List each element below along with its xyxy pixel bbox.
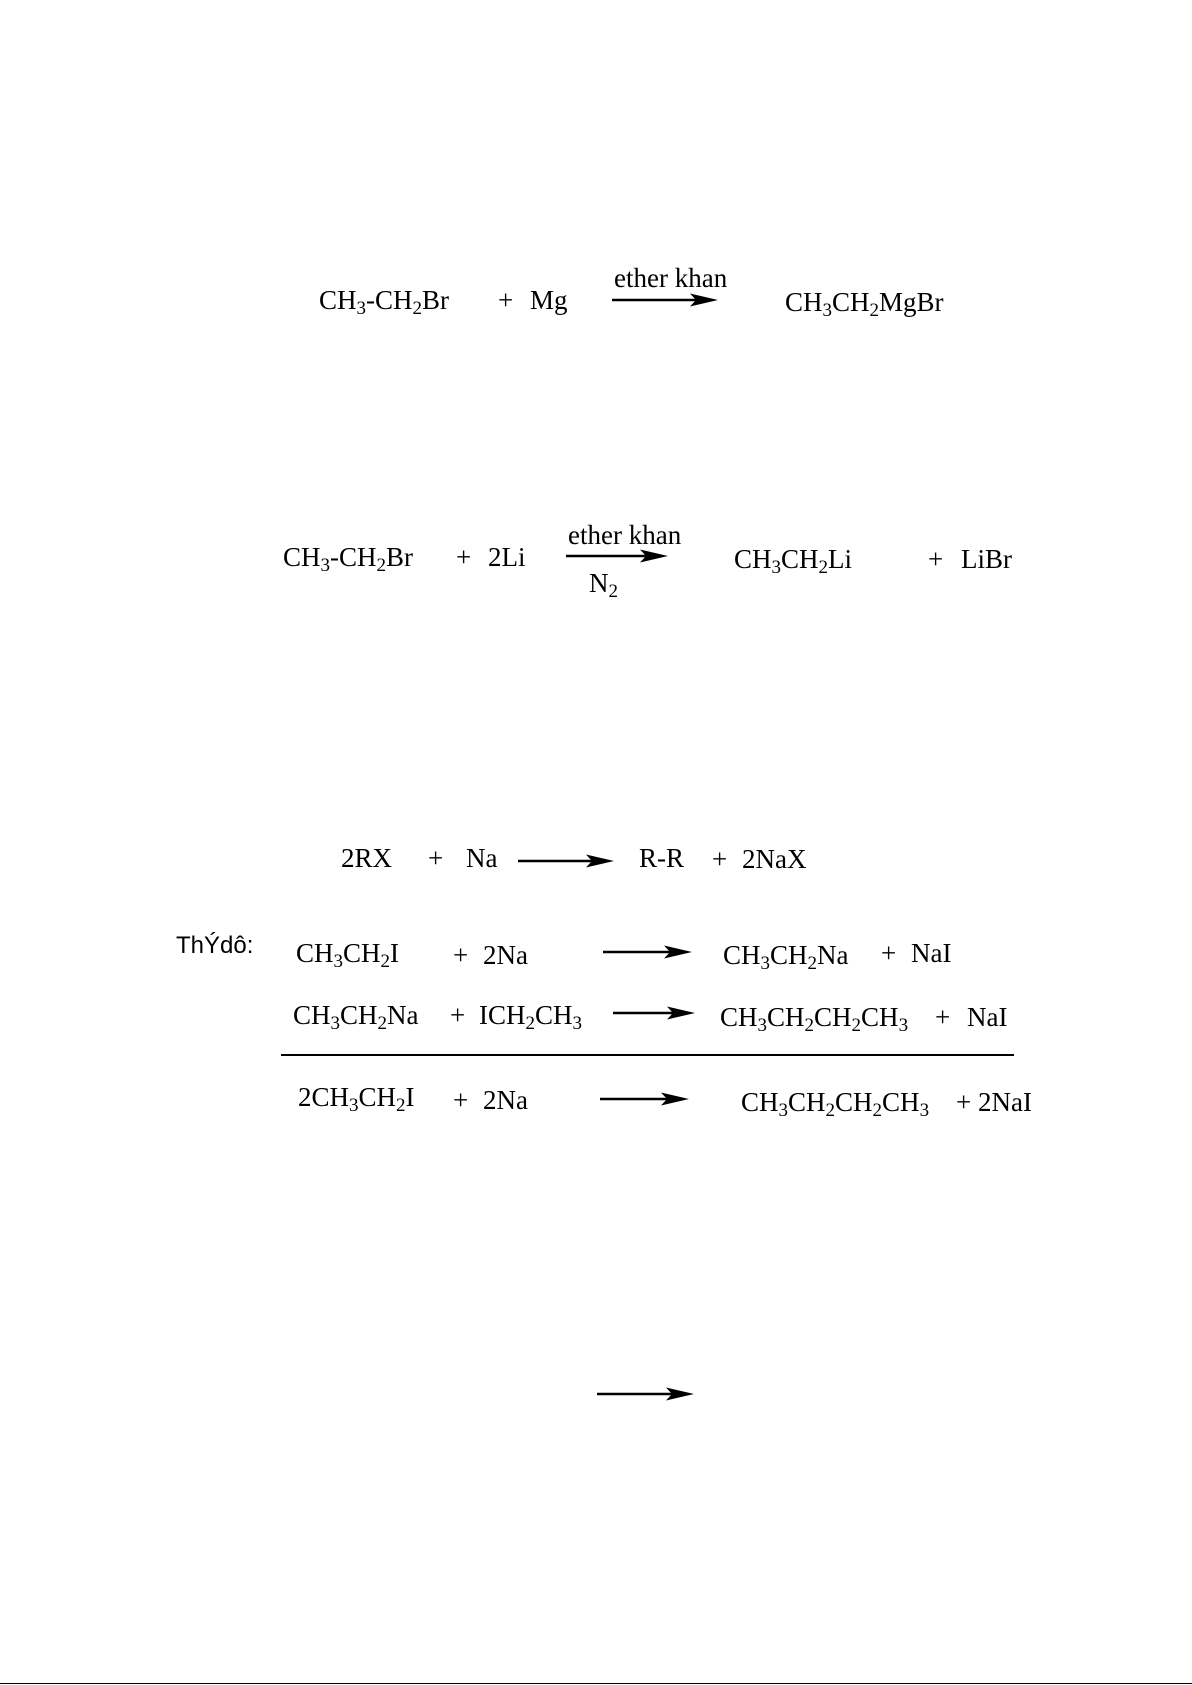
subscript: 3 (757, 1015, 768, 1036)
plus-sign: + (935, 1002, 951, 1032)
subscript: 3 (333, 951, 344, 972)
example-overall-reactant-sodium: 2Na (483, 1085, 528, 1115)
reaction-arrow (600, 1091, 689, 1107)
example-step2-reactant-ethyl-iodide (479, 1000, 583, 1034)
plus-sign: + (428, 843, 444, 873)
formula-part: CH (358, 1082, 397, 1112)
reaction-arrow (603, 944, 692, 960)
example-overall-product-butane (741, 1087, 930, 1121)
subscript: 2 (376, 555, 387, 576)
summation-divider (281, 1054, 1014, 1056)
formula-part: CH (340, 1000, 378, 1030)
subscript: 2 (869, 300, 880, 321)
subscript: 2 (851, 1015, 862, 1036)
formula-part: CH (293, 1000, 331, 1030)
subscript: 3 (760, 953, 771, 974)
formula-part: CH (788, 1087, 826, 1117)
arrow-icon (612, 292, 718, 308)
plus-sign: + (498, 285, 514, 315)
subscript: 3 (356, 298, 367, 319)
formula-part: CH (734, 544, 772, 574)
wurtz-product-sodium-halide: 2NaX (742, 844, 807, 874)
subscript: 3 (349, 1095, 359, 1116)
formula-part: I (390, 938, 400, 968)
formula-part: CH (741, 1087, 779, 1117)
organolithium-product-ethyllithium (734, 544, 853, 578)
reaction-arrow (518, 853, 614, 869)
plus-sign: + (453, 1085, 469, 1115)
example-step1-product-ethylsodium (723, 940, 849, 974)
plus-sign: + (453, 940, 469, 970)
subscript: 3 (822, 300, 833, 321)
subscript: 3 (572, 1013, 583, 1034)
formula-part: Li (828, 544, 853, 574)
formula-part: Br (422, 285, 450, 315)
organolithium-reactant-ethyl-bromide (283, 542, 414, 576)
formula-part: I (405, 1082, 415, 1112)
subscript: 2 (872, 1100, 883, 1121)
plus-sign: + (881, 938, 897, 968)
reaction-condition-below (589, 568, 618, 602)
arrow-icon (603, 944, 692, 960)
example-overall-product-sodium-iodide: + 2NaI (956, 1087, 1032, 1117)
plus-sign: + (450, 1000, 466, 1030)
example-label: ThÝdô: (176, 932, 254, 959)
subscript: 3 (778, 1100, 789, 1121)
wurtz-reactant-sodium: Na (466, 843, 498, 873)
page-bottom-border (0, 1683, 1192, 1684)
subscript: 2 (412, 298, 423, 319)
arrow-icon (613, 1005, 695, 1021)
formula-part: CH (723, 940, 761, 970)
grignard-reactant-ethyl-bromide (319, 285, 450, 319)
example-step1-product-sodium-iodide: NaI (911, 938, 952, 968)
example-step1-reactant-ethyl-iodide (296, 938, 400, 972)
subscript: 2 (804, 1015, 815, 1036)
subscript: 2 (608, 581, 618, 602)
formula-part: CH (319, 285, 357, 315)
formula-part: CH (835, 1087, 873, 1117)
arrow-icon (600, 1091, 689, 1107)
example-step2-product-sodium-iodide: NaI (967, 1002, 1008, 1032)
formula-part: Na (817, 940, 849, 970)
wurtz-product-alkane: R-R (639, 843, 685, 873)
organolithium-reactant-lithium: 2Li (488, 542, 526, 572)
reaction-condition-above: ether khan (568, 520, 682, 550)
reaction-condition-above: ether khan (614, 263, 728, 293)
example-step1-reactant-sodium: 2Na (483, 940, 528, 970)
formula-part: CH (535, 1000, 573, 1030)
reaction-arrow (566, 548, 668, 564)
example-step2-product-butane (720, 1002, 909, 1036)
grignard-product (785, 287, 944, 321)
formula-part: N (589, 568, 609, 598)
formula-part: -CH (330, 542, 377, 572)
subscript: 2 (525, 1013, 535, 1034)
formula-part: MgBr (879, 287, 944, 317)
subscript: 3 (771, 557, 782, 578)
formula-part: CH (770, 940, 808, 970)
arrow-icon (566, 548, 668, 564)
subscript: 3 (330, 1013, 341, 1034)
formula-part: CH (781, 544, 819, 574)
grignard-reactant-magnesium: Mg (530, 285, 568, 315)
reaction-arrow (597, 1386, 694, 1402)
arrow-icon (518, 853, 614, 869)
reaction-arrow (612, 292, 718, 308)
arrow-icon (597, 1386, 694, 1402)
formula-part: CH (832, 287, 870, 317)
formula-part: CH (882, 1087, 920, 1117)
subscript: 2 (807, 953, 818, 974)
reaction-arrow (613, 1005, 695, 1021)
subscript: 2 (396, 1095, 406, 1116)
subscript: 2 (380, 951, 391, 972)
formula-part: CH (861, 1002, 899, 1032)
formula-part: ICH (479, 1000, 526, 1030)
subscript: 2 (825, 1100, 836, 1121)
subscript: 2 (377, 1013, 388, 1034)
plus-sign: + (928, 544, 944, 574)
formula-part: -CH (366, 285, 413, 315)
formula-part: CH (767, 1002, 805, 1032)
subscript: 3 (919, 1100, 930, 1121)
formula-part: CH (785, 287, 823, 317)
plus-sign: + (712, 844, 728, 874)
subscript: 3 (898, 1015, 909, 1036)
formula-part: CH (283, 542, 321, 572)
formula-part: Br (386, 542, 414, 572)
wurtz-reactant-alkyl-halide: 2RX (341, 843, 393, 873)
formula-part: CH (343, 938, 381, 968)
formula-part: CH (720, 1002, 758, 1032)
formula-part: 2CH (298, 1082, 350, 1112)
example-step2-reactant-ethylsodium (293, 1000, 419, 1034)
plus-sign: + (456, 542, 472, 572)
formula-part: CH (296, 938, 334, 968)
example-overall-reactant-ethyl-iodide (298, 1082, 415, 1116)
subscript: 3 (320, 555, 331, 576)
organolithium-product-lithium-bromide: LiBr (961, 544, 1012, 574)
formula-part: CH (814, 1002, 852, 1032)
subscript: 2 (818, 557, 829, 578)
formula-part: Na (387, 1000, 419, 1030)
